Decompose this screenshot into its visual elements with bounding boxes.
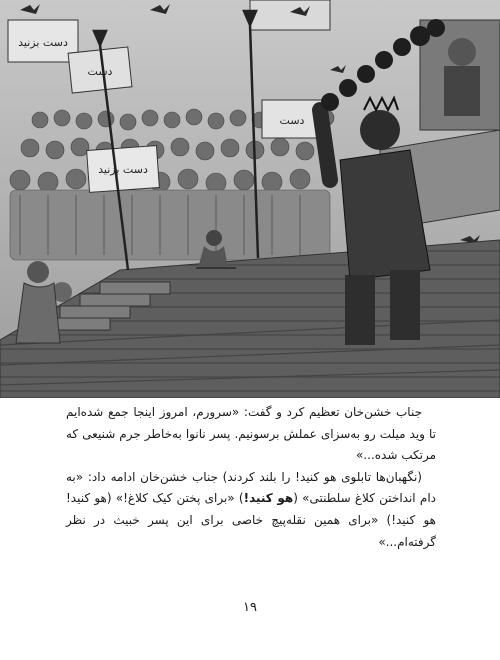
story-text [66, 402, 436, 553]
story-paragraph: جناب خشن‌خان تعظیم کرد و گفت: «سرورم، امروز اینجا جمع شده‌ایم تا وید میلت رو به‌سزای عملش برسونیم. پسر نانوا به‌خاطر جرم شنیعی که مرتکب شده...» [66, 405, 436, 463]
paragraph-part: ) «برای پختن کیک کلاغ!» (هو کنید! هو کنید!) «برای همین نقله‌پیچ خاصی برای این پسر خبیث در نظر گرفته‌ام...» [66, 491, 436, 549]
sign-text: دست [279, 114, 305, 127]
bold-shout: هو کنید! [243, 491, 294, 506]
sign-text: دست بزنید [18, 36, 68, 49]
page-number: ۱۹ [243, 600, 257, 615]
sign-text: دست [87, 65, 113, 78]
paragraph-part: (نگهبان‌ها تابلوی هو کنید! را بلند کردند) جناب خشن‌خان ادامه داد: «به دام انداختن کلاغ سلطنتی» ( [66, 469, 436, 506]
story-paragraph [66, 467, 436, 553]
sign-text: دست بزنید [98, 163, 148, 176]
